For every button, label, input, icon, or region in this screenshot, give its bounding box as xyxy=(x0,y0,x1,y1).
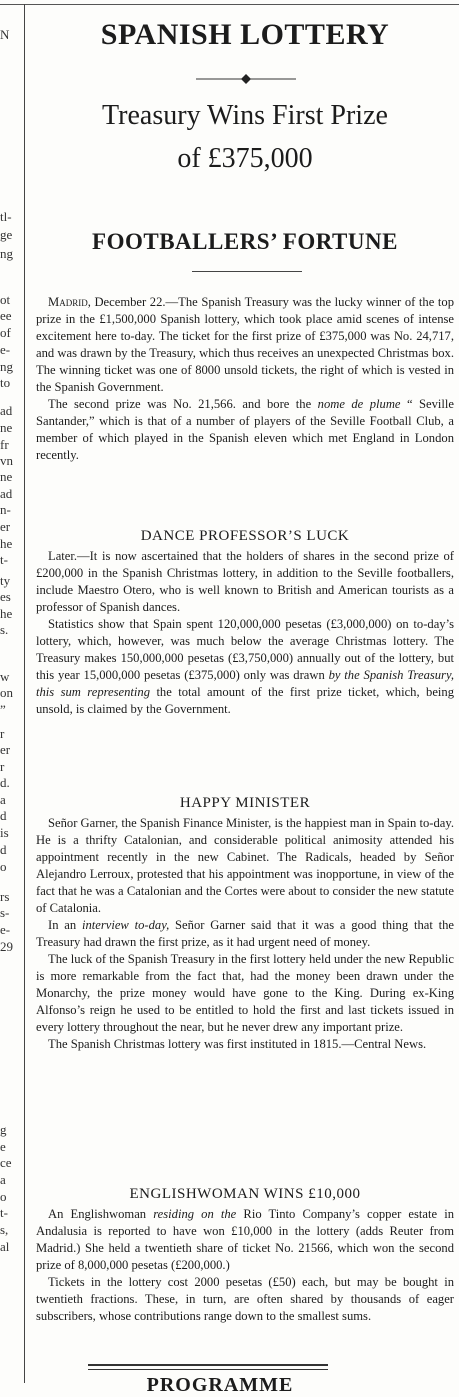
side-fragment: a xyxy=(0,1172,6,1187)
subheading-dance-professor: DANCE PROFESSOR’S LUCK xyxy=(140,528,350,544)
side-fragment: ng xyxy=(0,246,13,261)
paragraph-5: Señor Garner, the Spanish Finance Minister, is the happiest man in Spain to-day. He is a thrifty Catalonian, and considerable political animosity attended his appointment recently in the new Cabinet. The Radicals, headed by Señor Alejandro Lerroux, protested that his appointment was inopportune, in view of the fact that he was a Catalonian and the Cortes were about to consider the new statute of Catalonia. xyxy=(36,816,454,915)
side-fragment: 29 xyxy=(0,939,13,954)
side-fragment: to xyxy=(0,375,11,390)
side-fragment: ne xyxy=(0,420,13,435)
side-fragment: ot xyxy=(0,292,11,307)
side-fragment: s. xyxy=(0,622,9,637)
paragraph-6-end: Señor Garner said that it was a good thing that the Treasury had drawn the first prize, as it had urgent need of money. xyxy=(36,918,455,949)
side-fragment: ad xyxy=(0,486,13,501)
side-fragment: on xyxy=(0,685,13,700)
side-fragment: a xyxy=(0,792,6,807)
paragraph-2-start: The second prize was No. 21,566. and bore the xyxy=(48,397,318,411)
side-fragment: ne xyxy=(0,469,13,484)
paragraph-7: The luck of the Spanish Treasury in the first lottery held under the new Republic is more remarkable from the fact that, had the money been drawn under the Monarchy, the prize money would have gone to the King. During ex-King Alfonso’s reign he used to be entitled to hold the first and last tickets issued in every lottery throughout the near, but he never drew any important prize. xyxy=(36,952,454,1034)
body-block-3 xyxy=(36,815,454,1053)
paragraph-2-end: “ Seville Santander,” which is that of a number of players of the Seville Football Club, a member of which played in the Spanish eleven which met England in London recently. xyxy=(36,397,454,462)
side-fragment: d xyxy=(0,808,7,823)
side-fragment: vn xyxy=(0,453,13,468)
side-fragment: ad xyxy=(0,403,13,418)
paragraph-1: December 22.—The Spanish Treasury was the lucky winner of the top prize in the £1,500,000 Spanish lottery, which took place amid scenes of intense excitement here to-day. The ticket for the first prize of £375,000 was No. 24,717, and was drawn by the Treasury, which thus receives an unexpected Christmas box. The winning ticket was one of 8000 unsold tickets, the right of which is vested in the Spanish Government. xyxy=(36,295,454,394)
section-rule xyxy=(192,271,302,272)
subheading-happy-minister: HAPPY MINISTER xyxy=(179,795,311,811)
subheadline-line-2: of £375,000 xyxy=(177,143,313,174)
body-block-1 xyxy=(36,294,454,464)
body-block-4 xyxy=(36,1206,454,1325)
section-heading: FOOTBALLERS’ FORTUNE xyxy=(92,229,398,254)
side-fragment: he xyxy=(0,606,13,621)
paragraph-4-start: Statistics show that Spain spent 120,000,000 pesetas (£3,000,000) on to-day’s lottery, which, however, was much below the average Christmas lottery. The Treasury makes 150,000,000 pesetas (£3,750,000) annually out of the lottery, but this year 15,000,000 pesetas (£375,000) only was drawn xyxy=(36,617,454,682)
side-fragment: es xyxy=(0,589,11,604)
cut-off-heading-text: PROGRAMME xyxy=(146,1374,294,1396)
side-fragment: is xyxy=(0,825,9,840)
paragraph-6-start: In an xyxy=(48,918,82,932)
footer-rule-thin xyxy=(88,1369,328,1370)
footer-rule-thick xyxy=(88,1364,328,1366)
side-fragment: ” xyxy=(0,702,6,717)
side-fragment: he xyxy=(0,536,13,551)
paragraph-3: Later.—It is now ascertained that the holders of shares in the second prize of £200,000 in the Spanish Christmas lottery, in addition to the Seville footballers, include Maestro Otero, who is well known to British and American tourists as a professor of Spanish dances. xyxy=(36,549,454,614)
side-fragment: s- xyxy=(0,905,10,920)
side-fragment: o xyxy=(0,1189,7,1204)
side-fragment: ty xyxy=(0,573,11,588)
side-fragment: g xyxy=(0,1122,7,1137)
side-fragment: er xyxy=(0,519,11,534)
side-fragment: t- xyxy=(0,1205,8,1220)
side-fragment: ce xyxy=(0,1155,12,1170)
paragraph-8: The Spanish Christmas lottery was first instituted in 1815.—Central News. xyxy=(48,1037,427,1051)
subheadline-line-1: Treasury Wins First Prize xyxy=(102,100,388,131)
side-fragment: fr xyxy=(0,437,9,452)
side-fragment: w xyxy=(0,669,10,684)
paragraph-2-italic: nome de plume xyxy=(317,397,401,411)
side-fragment: t- xyxy=(0,552,8,567)
side-fragment: d xyxy=(0,842,7,857)
side-fragment: e- xyxy=(0,922,11,937)
side-fragment: r xyxy=(0,726,5,741)
side-fragment: of xyxy=(0,325,11,340)
adjacent-column-fragments xyxy=(0,0,24,1383)
side-fragment: d. xyxy=(0,775,10,790)
side-fragment: rs xyxy=(0,889,10,904)
paragraph-9-end: Rio Tinto Company’s copper estate in Andalusia is reported to have won £10,000 in the lottery (adds Reuter from Madrid.) She held a twentieth share of ticket No. 21566, which won the second prize of 8,000,000 pesetas (£200,000.) xyxy=(36,1207,454,1272)
side-fragment: e xyxy=(0,1139,6,1154)
ornament-divider xyxy=(196,74,296,84)
side-fragment: e- xyxy=(0,342,11,357)
subheading-englishwoman: ENGLISHWOMAN WINS £10,000 xyxy=(129,1186,361,1202)
side-fragment: al xyxy=(0,1239,10,1254)
side-fragment: ee xyxy=(0,308,12,323)
body-block-2 xyxy=(36,548,454,718)
side-fragment: ge xyxy=(0,227,13,242)
side-fragment: n- xyxy=(0,502,11,517)
side-fragment: r xyxy=(0,759,5,774)
dateline: Madrid, xyxy=(48,295,91,309)
paragraph-9-italic: residing on the xyxy=(153,1207,237,1221)
side-fragment: er xyxy=(0,742,11,757)
paragraph-4-italic: by the Spanish Treasury, this sum representing xyxy=(36,668,455,699)
cut-off-next-heading xyxy=(70,1374,370,1396)
side-fragment: s, xyxy=(0,1222,9,1237)
paragraph-10: Tickets in the lottery cost 2000 pesetas (£50) each, but may be bought in twentieth fractions. These, in turn, are often shared by thousands of eager subscribers, whose contributions range down to the smallest sums. xyxy=(36,1275,454,1323)
headline: SPANISH LOTTERY xyxy=(100,18,390,51)
top-rule xyxy=(0,4,459,5)
paragraph-9-start: An Englishwoman xyxy=(48,1207,154,1221)
side-fragment: tl- xyxy=(0,209,12,224)
paragraph-6-italic: interview to-day, xyxy=(81,918,170,932)
side-fragment: o xyxy=(0,859,7,874)
paragraph-4-end: the total amount of the first prize ticket, which, being unsold, is claimed by the Government. xyxy=(36,685,454,716)
side-fragment: N xyxy=(0,27,10,42)
side-fragment: ng xyxy=(0,359,13,374)
column-rule xyxy=(24,4,25,1383)
